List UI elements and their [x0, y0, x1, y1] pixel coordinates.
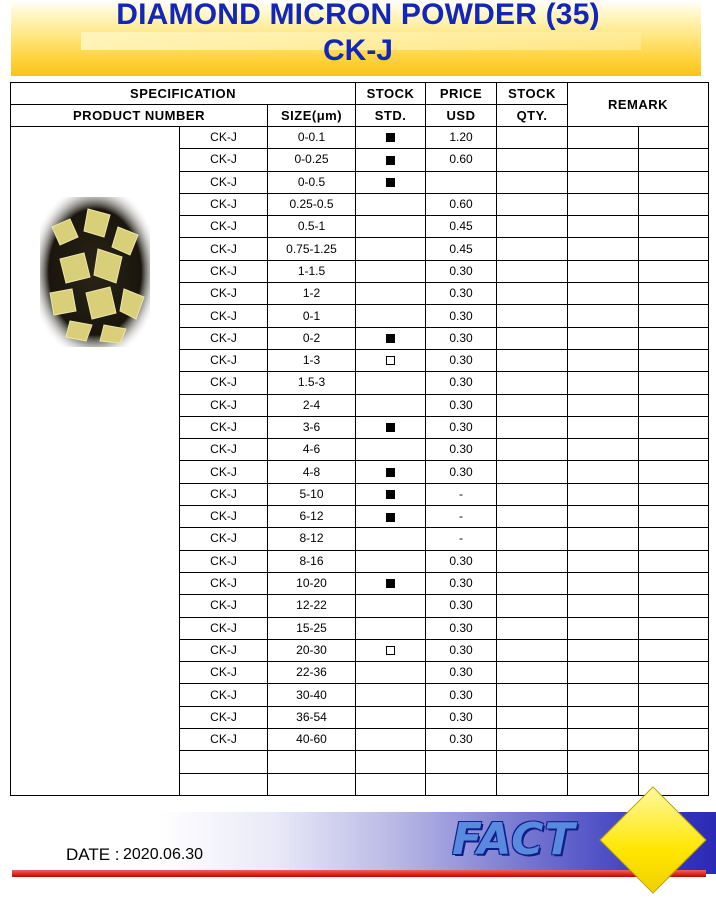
stock-std-cell [356, 193, 426, 215]
stock-std-cell [356, 483, 426, 505]
remark-cell [568, 662, 639, 684]
remark-cell [639, 572, 709, 594]
product-photo-cell [11, 127, 180, 796]
remark-cell [568, 483, 639, 505]
product-number-cell [180, 751, 268, 773]
stock-qty-header-bottom: QTY. [497, 105, 568, 127]
stock-std-cell [356, 416, 426, 438]
stock-qty-cell [497, 416, 568, 438]
black-square-icon [386, 490, 395, 499]
size-cell: 0-1 [268, 305, 356, 327]
remark-cell [639, 461, 709, 483]
product-number-cell: CK-J [180, 394, 268, 416]
stock-qty-cell [497, 617, 568, 639]
stock-qty-cell [497, 216, 568, 238]
price-header-top: PRICE [426, 83, 497, 105]
product-number-cell: CK-J [180, 528, 268, 550]
product-number-cell [180, 773, 268, 795]
black-square-icon [386, 423, 395, 432]
stock-std-cell [356, 595, 426, 617]
remark-cell [568, 773, 639, 795]
remark-cell [568, 127, 639, 149]
product-number-cell: CK-J [180, 216, 268, 238]
stock-std-cell [356, 706, 426, 728]
black-square-icon [386, 178, 395, 187]
stock-qty-cell [497, 260, 568, 282]
fact-logo: FACT [452, 814, 576, 865]
product-number-cell: CK-J [180, 639, 268, 661]
remark-cell [639, 127, 709, 149]
remark-cell [639, 216, 709, 238]
stock-qty-cell [497, 684, 568, 706]
size-cell: 0-0.25 [268, 149, 356, 171]
stock-qty-cell [497, 171, 568, 193]
stock-std-cell [356, 349, 426, 371]
product-number-cell: CK-J [180, 572, 268, 594]
price-cell: - [426, 528, 497, 550]
stock-qty-cell [497, 572, 568, 594]
size-cell: 36-54 [268, 706, 356, 728]
remark-cell [568, 550, 639, 572]
product-number-cell: CK-J [180, 193, 268, 215]
price-cell: 0.30 [426, 572, 497, 594]
stock-qty-cell [497, 706, 568, 728]
black-square-icon [386, 468, 395, 477]
stock-std-cell [356, 639, 426, 661]
stock-std-header-top: STOCK [356, 83, 426, 105]
price-cell: 0.45 [426, 216, 497, 238]
date-value: 2020.06.30 [123, 846, 204, 863]
price-header-bottom: USD [426, 105, 497, 127]
product-number-cell: CK-J [180, 349, 268, 371]
remark-cell [568, 572, 639, 594]
footer-red-line [12, 870, 706, 877]
price-cell: 0.30 [426, 394, 497, 416]
size-cell: 2-4 [268, 394, 356, 416]
size-cell: 0-0.5 [268, 171, 356, 193]
stock-qty-cell [497, 550, 568, 572]
remark-cell [568, 706, 639, 728]
price-cell [426, 171, 497, 193]
size-cell: 1.5-3 [268, 372, 356, 394]
remark-cell [568, 193, 639, 215]
price-cell: 1.20 [426, 127, 497, 149]
remark-cell [568, 595, 639, 617]
remark-cell [639, 149, 709, 171]
stock-qty-cell [497, 662, 568, 684]
price-cell: 0.45 [426, 238, 497, 260]
stock-std-cell [356, 260, 426, 282]
size-cell [268, 773, 356, 795]
size-cell: 0-0.1 [268, 127, 356, 149]
black-square-icon [386, 513, 395, 522]
size-cell: 20-30 [268, 639, 356, 661]
remark-cell [568, 439, 639, 461]
stock-std-cell [356, 394, 426, 416]
product-number-cell: CK-J [180, 260, 268, 282]
stock-std-cell [356, 662, 426, 684]
size-cell: 1-1.5 [268, 260, 356, 282]
stock-qty-cell [497, 283, 568, 305]
size-cell: 10-20 [268, 572, 356, 594]
black-square-icon [386, 579, 395, 588]
stock-qty-cell [497, 729, 568, 751]
remark-cell [639, 349, 709, 371]
price-cell: 0.30 [426, 706, 497, 728]
remark-header: REMARK [568, 83, 709, 127]
yellow-diamond-icon [599, 786, 706, 893]
remark-cell [568, 416, 639, 438]
remark-cell [568, 461, 639, 483]
price-cell: 0.30 [426, 439, 497, 461]
remark-cell [639, 193, 709, 215]
remark-cell [639, 706, 709, 728]
remark-cell [639, 617, 709, 639]
remark-cell [639, 550, 709, 572]
stock-std-cell [356, 327, 426, 349]
remark-cell [639, 327, 709, 349]
stock-qty-cell [497, 461, 568, 483]
size-cell: 8-16 [268, 550, 356, 572]
remark-cell [639, 662, 709, 684]
price-cell: 0.30 [426, 617, 497, 639]
stock-qty-cell [497, 305, 568, 327]
stock-qty-cell [497, 394, 568, 416]
product-number-cell: CK-J [180, 550, 268, 572]
stock-std-cell [356, 751, 426, 773]
size-cell: 0-2 [268, 327, 356, 349]
stock-qty-cell [497, 528, 568, 550]
price-cell: - [426, 506, 497, 528]
size-cell: 3-6 [268, 416, 356, 438]
size-cell: 6-12 [268, 506, 356, 528]
price-cell: 0.30 [426, 283, 497, 305]
stock-qty-cell [497, 127, 568, 149]
remark-cell [568, 349, 639, 371]
page-subtitle: CK-J [322, 34, 393, 67]
product-number-cell: CK-J [180, 283, 268, 305]
stock-std-cell [356, 283, 426, 305]
price-cell: 0.30 [426, 416, 497, 438]
product-number-cell: CK-J [180, 416, 268, 438]
remark-cell [639, 483, 709, 505]
white-square-icon [386, 646, 395, 655]
stock-qty-cell [497, 149, 568, 171]
product-number-cell: CK-J [180, 439, 268, 461]
remark-cell [639, 439, 709, 461]
stock-std-cell [356, 550, 426, 572]
price-cell: 0.30 [426, 729, 497, 751]
remark-cell [568, 149, 639, 171]
specification-table [10, 82, 709, 796]
stock-std-cell [356, 684, 426, 706]
size-cell: 22-36 [268, 662, 356, 684]
remark-cell [568, 327, 639, 349]
price-cell: 0.60 [426, 149, 497, 171]
diamond-crystals-photo [11, 127, 179, 367]
size-cell: 0.25-0.5 [268, 193, 356, 215]
product-number-cell: CK-J [180, 662, 268, 684]
remark-cell [639, 260, 709, 282]
stock-qty-cell [497, 327, 568, 349]
stock-qty-cell [497, 349, 568, 371]
remark-cell [639, 729, 709, 751]
product-number-cell: CK-J [180, 729, 268, 751]
size-cell: 8-12 [268, 528, 356, 550]
stock-std-cell [356, 506, 426, 528]
price-cell: 0.30 [426, 550, 497, 572]
stock-std-cell [356, 773, 426, 795]
remark-cell [568, 729, 639, 751]
stock-std-cell [356, 238, 426, 260]
stock-std-cell [356, 305, 426, 327]
remark-cell [568, 216, 639, 238]
remark-cell [568, 305, 639, 327]
price-cell: 0.30 [426, 327, 497, 349]
price-cell: 0.30 [426, 684, 497, 706]
product-number-cell: CK-J [180, 706, 268, 728]
stock-std-cell [356, 127, 426, 149]
remark-cell [639, 684, 709, 706]
size-cell: 30-40 [268, 684, 356, 706]
stock-std-cell [356, 528, 426, 550]
stock-qty-cell [497, 439, 568, 461]
remark-cell [639, 171, 709, 193]
black-square-icon [386, 334, 395, 343]
remark-cell [568, 171, 639, 193]
stock-qty-cell [497, 483, 568, 505]
product-number-cell: CK-J [180, 483, 268, 505]
product-number-cell: CK-J [180, 506, 268, 528]
size-header: SIZE(μm) [268, 105, 356, 127]
table-row [11, 127, 709, 149]
stock-std-header-bottom: STD. [356, 105, 426, 127]
stock-std-cell [356, 572, 426, 594]
price-cell: 0.30 [426, 260, 497, 282]
size-cell: 0.75-1.25 [268, 238, 356, 260]
date-label: DATE : [66, 845, 120, 864]
price-cell: 0.30 [426, 662, 497, 684]
stock-qty-cell [497, 773, 568, 795]
page-title: DIAMOND MICRON POWDER (35) [116, 0, 600, 31]
remark-cell [639, 238, 709, 260]
product-number-cell: CK-J [180, 238, 268, 260]
remark-cell [639, 416, 709, 438]
price-cell: 0.30 [426, 595, 497, 617]
remark-cell [639, 528, 709, 550]
remark-cell [568, 617, 639, 639]
stock-qty-cell [497, 506, 568, 528]
size-cell: 4-6 [268, 439, 356, 461]
price-cell: 0.30 [426, 461, 497, 483]
remark-cell [639, 394, 709, 416]
size-cell: 4-8 [268, 461, 356, 483]
size-cell: 1-3 [268, 349, 356, 371]
product-number-cell: CK-J [180, 305, 268, 327]
price-cell: 0.30 [426, 639, 497, 661]
remark-cell [639, 506, 709, 528]
stock-qty-cell [497, 238, 568, 260]
specification-header: SPECIFICATION [11, 83, 356, 105]
product-number-cell: CK-J [180, 171, 268, 193]
stock-qty-cell [497, 372, 568, 394]
product-number-cell: CK-J [180, 327, 268, 349]
product-number-cell: CK-J [180, 684, 268, 706]
remark-cell [568, 639, 639, 661]
price-cell: 0.30 [426, 305, 497, 327]
stock-qty-header-top: STOCK [497, 83, 568, 105]
white-square-icon [386, 356, 395, 365]
price-cell: - [426, 483, 497, 505]
product-number-header: PRODUCT NUMBER [11, 105, 268, 127]
size-cell: 0.5-1 [268, 216, 356, 238]
stock-std-cell [356, 216, 426, 238]
remark-cell [568, 751, 639, 773]
product-number-cell: CK-J [180, 461, 268, 483]
price-cell [426, 751, 497, 773]
stock-std-cell [356, 439, 426, 461]
size-cell [268, 751, 356, 773]
stock-qty-cell [497, 193, 568, 215]
product-number-cell: CK-J [180, 595, 268, 617]
product-number-cell: CK-J [180, 149, 268, 171]
product-number-cell: CK-J [180, 617, 268, 639]
product-number-cell: CK-J [180, 372, 268, 394]
size-cell: 15-25 [268, 617, 356, 639]
stock-std-cell [356, 171, 426, 193]
size-cell: 40-60 [268, 729, 356, 751]
stock-std-cell [356, 729, 426, 751]
stock-std-cell [356, 461, 426, 483]
remark-cell [568, 283, 639, 305]
remark-cell [639, 305, 709, 327]
remark-cell [639, 372, 709, 394]
stock-qty-cell [497, 751, 568, 773]
remark-cell [639, 751, 709, 773]
stock-qty-cell [497, 639, 568, 661]
remark-cell [639, 595, 709, 617]
price-cell: 0.60 [426, 193, 497, 215]
remark-cell [568, 372, 639, 394]
price-cell [426, 773, 497, 795]
remark-cell [568, 506, 639, 528]
black-square-icon [386, 133, 395, 142]
stock-qty-cell [497, 595, 568, 617]
price-cell: 0.30 [426, 372, 497, 394]
size-cell: 1-2 [268, 283, 356, 305]
stock-std-cell [356, 617, 426, 639]
remark-cell [568, 528, 639, 550]
remark-cell [568, 394, 639, 416]
remark-cell [639, 283, 709, 305]
remark-cell [568, 684, 639, 706]
price-cell: 0.30 [426, 349, 497, 371]
stock-std-cell [356, 372, 426, 394]
remark-cell [568, 238, 639, 260]
stock-std-cell [356, 149, 426, 171]
size-cell: 12-22 [268, 595, 356, 617]
size-cell: 5-10 [268, 483, 356, 505]
black-square-icon [386, 156, 395, 165]
remark-cell [568, 260, 639, 282]
product-number-cell: CK-J [180, 127, 268, 149]
remark-cell [639, 639, 709, 661]
